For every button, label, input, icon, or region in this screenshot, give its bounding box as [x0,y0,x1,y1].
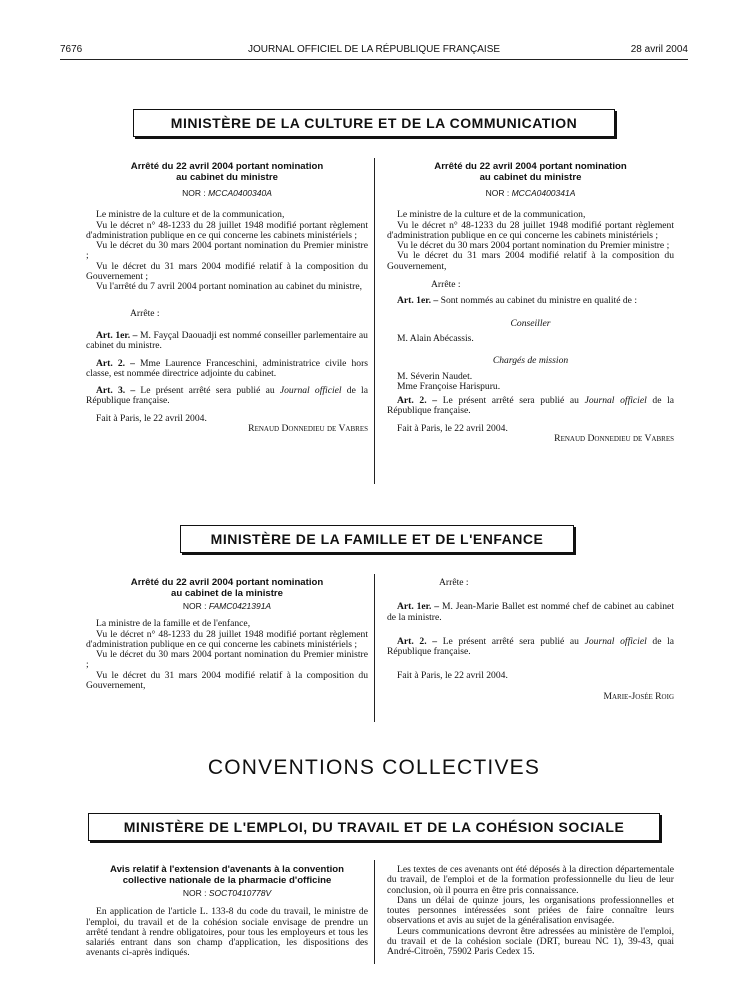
notice-paragraph: En application de l'article L. 133-8 du code du travail, le ministre de l'emploi, du travail et de la cohésion sociale envisage de prendre un arrêté tendant à rendre obligatoires, pour tous les employeurs et tous les salariés entrant dans son champ d'application, les dispositions des avenants ci-après indiqués. [86,906,368,959]
decree-famille [86,578,368,691]
signature: Marie-Josée Roig [603,690,674,702]
nor-reference [86,601,368,611]
article-label: Art. 1er. – [397,601,440,613]
decree-culture-2 [387,162,674,444]
header-rule [60,59,688,60]
notice-paragraph: Les textes de ces avenants ont été déposés à la direction départementale du travail, de l'emploi et de la formation professionnelle du lieu de leur conclusion, où il pourra en être pris connaissance. [387,864,674,896]
role-heading: Conseiller [510,317,551,329]
visa: Vu le décret du 30 mars 2004 portant nomination du Premier ministre ; [86,649,368,671]
article-label: Art. 1er. – [397,295,439,307]
nor-code: MCCA0400341A [511,188,576,198]
arrete-label: Arrête : [431,279,461,291]
article-text: Le présent arrêté sera publié au [140,385,275,397]
decree-title [86,578,368,599]
fait-a-paris: Fait à Paris, le 22 avril 2004. [397,422,508,434]
article-label: Art. 1er. – [96,329,138,341]
decree-intro: Le ministre de la culture et de la communication, [397,209,586,221]
article-1 [387,296,674,306]
nor-label: NOR : [485,188,510,198]
nor-label: NOR : [182,888,207,898]
article-text: de la République française. [387,635,675,658]
visa: Vu l'arrêté du 7 avril 2004 portant nomination au cabinet du ministre, [96,281,362,293]
journal-reference: Journal officiel [584,395,647,407]
decree-title-line: Arrêté du 22 avril 2004 portant nomination [130,161,324,172]
decree-title-line: au cabinet de la ministre [171,587,283,599]
ministry-box-famille: MINISTÈRE DE LA FAMILLE ET DE L'ENFANCE [180,525,574,553]
notice-pharmacie [86,865,368,959]
decree-intro: La ministre de la famille et de l'enfance, [96,618,251,630]
notice-pharmacie-continued [387,865,674,958]
article-2 [86,359,368,380]
article-1 [86,331,368,352]
visa: Vu le décret n° 48-1233 du 28 juillet 1948 modifié portant règlement d'administration publique en ce qui concerne les cabinets ministériels ; [387,219,674,241]
notice-paragraph: Leurs communications devront être adressées au ministère de l'emploi, du travail et de la cohésion sociale (DRT, bureau NC 1), 39-43, quai André-Citroën, 75902 Paris Cedex 15. [387,925,674,958]
article-label: Art. 2. – [397,395,438,407]
appointee-name: M. Séverin Naudet. [397,370,473,382]
visa: Vu le décret du 30 mars 2004 portant nomination du Premier ministre ; [86,240,368,262]
role-heading: Chargés de mission [492,355,569,367]
article-text: M. Jean-Marie Ballet est nommé chef de cabinet au cabinet de la ministre. [387,601,674,623]
decree-culture-1 [86,162,368,434]
arrete-label: Arrête : [439,577,469,588]
notice-title-line: Avis relatif à l'extension d'avenants à la convention [110,864,344,875]
article-text: M. Fayçal Daouadji est nommé conseiller parlementaire au cabinet du ministre. [86,329,368,352]
article-2 [387,637,674,658]
article-text: Mme Laurence Franceschini, administratrice civile hors classe, est nommée directrice adjointe du cabinet. [86,357,368,379]
decree-intro: Le ministre de la culture et de la communication, [96,209,285,221]
visa: Vu le décret n° 48-1233 du 28 juillet 1948 modifié portant règlement d'administration publique en ce qui concerne les cabinets ministériels ; [86,219,368,241]
nor-code: FAMC0421391A [208,601,272,611]
signature: Renaud Donnedieu de Vabres [554,433,674,445]
visa: Vu le décret du 31 mars 2004 modifié relatif à la composition du Gouvernement ; [86,260,368,283]
decree-famille-articles [387,578,674,702]
appointee-name: M. Alain Abécassis. [397,332,474,344]
decree-title-line: au cabinet du ministre [479,171,582,183]
visa: Vu le décret du 31 mars 2004 modifié relatif à la composition du Gouvernement, [86,669,368,692]
signature: Renaud Donnedieu de Vabres [248,423,368,435]
article-1 [387,602,674,623]
notice-title-line: collective nationale de la pharmacie d'officine [122,874,332,886]
journal-title: JOURNAL OFFICIEL DE LA RÉPUBLIQUE FRANÇAISE [247,44,501,55]
ministry-box-emploi: MINISTÈRE DE L'EMPLOI, DU TRAVAIL ET DE LA COHÉSION SOCIALE [88,813,660,841]
article-text: Le présent arrêté sera publié au [442,635,579,647]
visa: Vu le décret du 30 mars 2004 portant nomination du Premier ministre ; [397,240,670,252]
article-text: de la République française. [86,385,368,407]
column-separator [374,574,375,722]
section-heading-conventions: CONVENTIONS COLLECTIVES [207,756,541,779]
nor-reference [86,888,368,898]
appointee-name: Mme Françoise Harispuru. [397,380,501,392]
nor-code: MCCA0400340A [208,188,272,198]
decree-title-line: au cabinet du ministre [176,171,278,183]
nor-label: NOR : [182,188,206,198]
journal-reference: Journal officiel [584,635,647,647]
nor-reference [387,188,674,198]
article-2 [387,396,674,417]
ministry-box-culture: MINISTÈRE DE LA CULTURE ET DE LA COMMUNICATION [133,109,615,137]
article-text: Le présent arrêté sera publié au [442,395,579,407]
nor-label: NOR : [182,601,207,611]
decree-title-line: Arrêté du 22 avril 2004 portant nomination [434,161,627,172]
decree-title [387,162,674,183]
journal-reference: Journal officiel [279,385,342,397]
fait-a-paris: Fait à Paris, le 22 avril 2004. [397,670,508,682]
article-text: Sont nommés au cabinet du ministre en qualité de : [440,295,637,307]
article-label: Art. 3. – [96,385,136,397]
article-3 [86,386,368,407]
visa: Vu le décret du 31 mars 2004 modifié relatif à la composition du Gouvernement, [387,250,674,272]
page-number: 7676 [60,44,83,55]
article-label: Art. 2. – [96,357,135,369]
visa: Vu le décret n° 48-1233 du 28 juillet 1948 modifié portant règlement d'administration publique en ce qui concerne les cabinets ministériels ; [86,628,368,650]
arrete-label: Arrête : [130,307,160,319]
notice-paragraph: Dans un délai de quinze jours, les organisations professionnelles et toutes personnes intéressées sont priées de faire connaître leurs observations et avis au sujet de la généralisation envisagée. [387,894,674,927]
page-date: 28 avril 2004 [630,44,688,55]
decree-title-line: Arrêté du 22 avril 2004 portant nomination [130,577,324,588]
fait-a-paris: Fait à Paris, le 22 avril 2004. [96,412,207,424]
decree-title [86,162,368,183]
column-separator [374,158,375,484]
article-label: Art. 2. – [397,635,438,647]
notice-title [86,865,368,886]
nor-reference [86,188,368,198]
column-separator [374,860,375,964]
nor-code: SOCT0410778V [208,888,272,898]
article-text: de la République française. [387,395,675,417]
